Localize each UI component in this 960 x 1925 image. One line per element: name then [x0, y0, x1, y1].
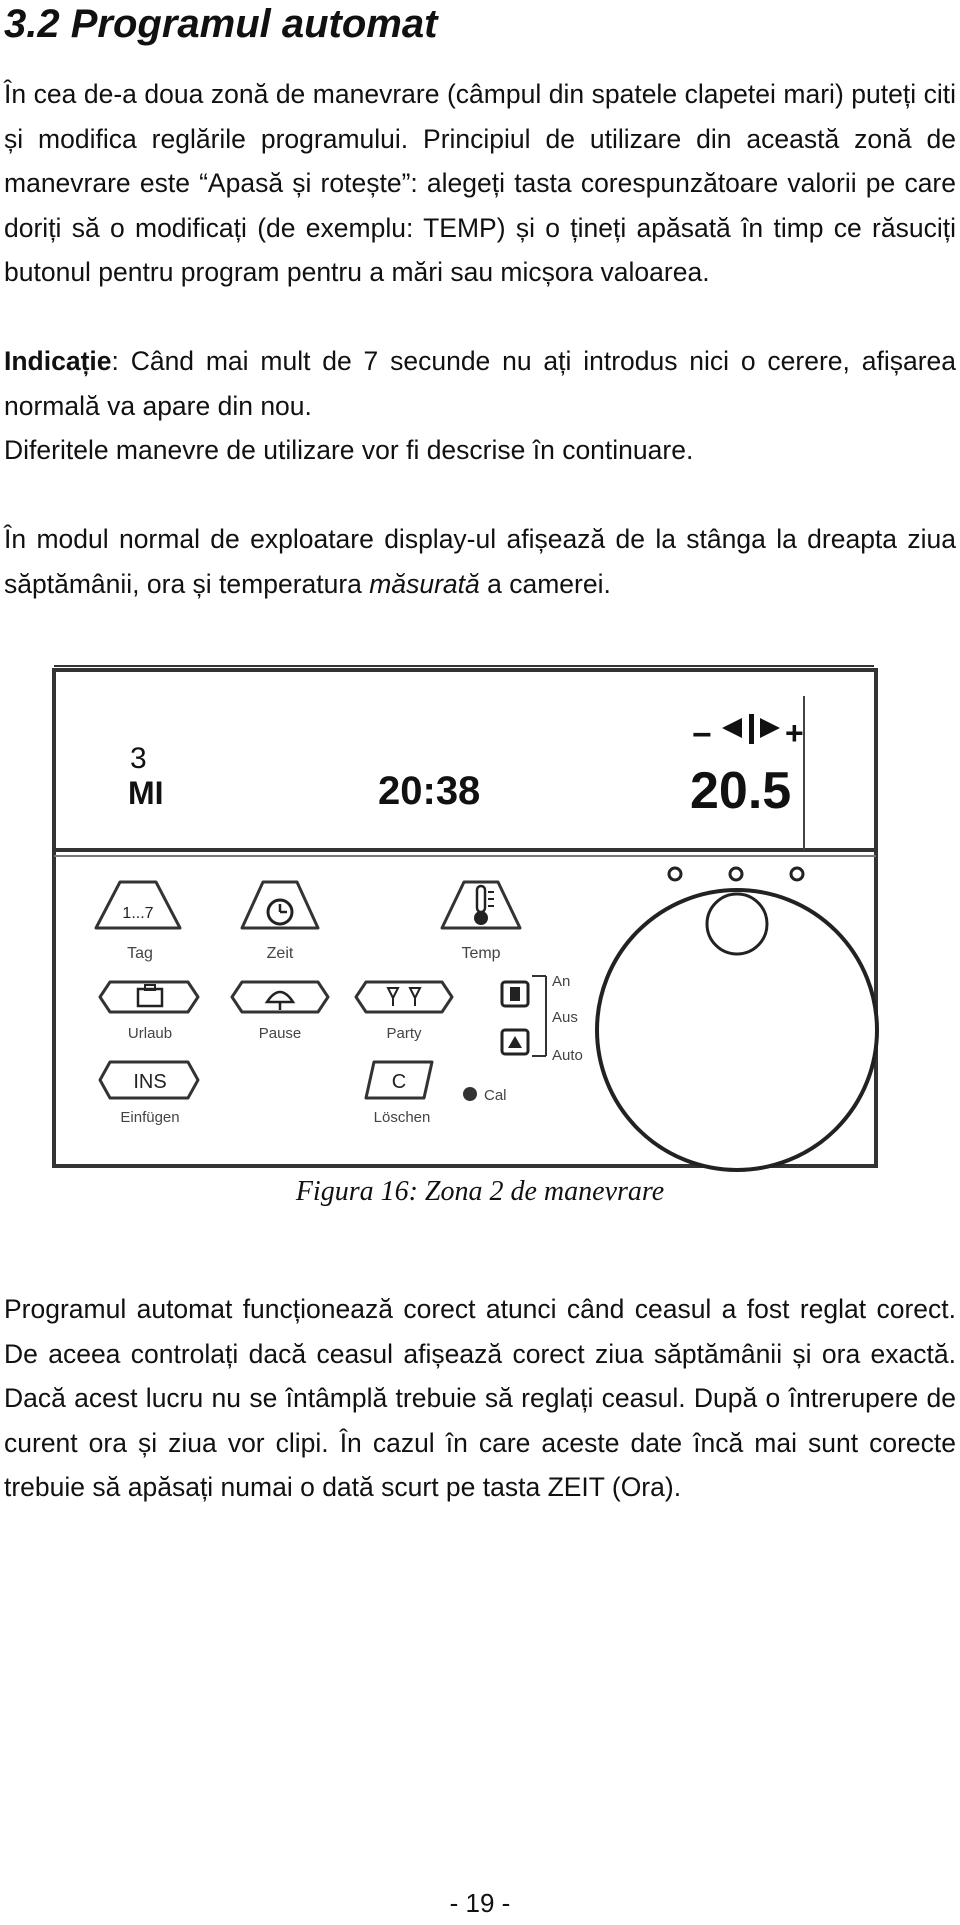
description-paragraph [4, 428, 956, 473]
temp-button-label: Temp [461, 945, 501, 962]
loschen-button[interactable] [366, 1062, 432, 1126]
control-panel-figure [52, 660, 880, 1180]
intro-text: În cea de-a doua zonă de manevrare (câmpul din spatele clapetei mari) puteți citi și modifica reglările programului. Principiul de utilizare din această zonă de manevrare este “Apasă și rotește”: alegeți tasta corespunzătoare valorii pe care doriți să o modificați (de exemplu: TEMP) și o țineți apăsată în timp ce răsuciți butonul pentru program pentru a mări sau micșora valoarea. [4, 79, 956, 287]
mode-on-label: An [552, 973, 571, 990]
cal-dot-icon[interactable] [463, 1087, 477, 1101]
urlaub-button-shape[interactable] [100, 982, 198, 1012]
intro-paragraph [4, 72, 956, 295]
ins-button-label: Einfügen [120, 1109, 180, 1126]
tag-button-label: Tag [127, 945, 153, 962]
normal-mode-text: În modul normal de exploatare display-ul afișează de la stânga la dreapta ziua săptămânii, ora și temperatura [4, 524, 956, 599]
loschen-button-glyph: C [391, 1071, 407, 1093]
mode-off-label: Aus [552, 1009, 578, 1026]
figure-caption: Figura 16: Zona 2 de manevrare [295, 1176, 665, 1207]
display-day-name: MI [128, 775, 164, 811]
normal-mode-text-end: a camerei. [479, 568, 611, 599]
on-mode-icon-fill [510, 987, 520, 1001]
display-day-number: 3 [130, 742, 147, 775]
party-button-shape[interactable] [356, 982, 452, 1012]
normal-mode-emphasis: măsurată [369, 568, 480, 599]
closing-paragraph [4, 1287, 956, 1510]
display-minus-symbol: − [692, 716, 712, 754]
display-time: 20:38 [378, 769, 481, 813]
program-dial-knob[interactable] [597, 890, 877, 1170]
party-button-label: Party [386, 1025, 422, 1042]
display-plus-symbol: + [785, 715, 804, 751]
loschen-button-label: Löschen [373, 1109, 431, 1126]
display-temperature: 20.5 [690, 762, 792, 820]
cal-label: Cal [484, 1087, 507, 1104]
normal-mode-paragraph [4, 517, 956, 606]
pause-button-label: Pause [258, 1025, 302, 1042]
ins-button-glyph: INS [133, 1071, 167, 1093]
note-text: : Când mai mult de 7 secunde nu ați introdus nici o cerere, afișarea normală va apare din nou. [4, 346, 956, 421]
tag-button-glyph: 1...7 [122, 905, 154, 922]
note-paragraph [4, 339, 956, 428]
note-label: Indicație [4, 346, 112, 376]
page-number: - 19 - [449, 1888, 511, 1918]
mode-auto-label: Auto [552, 1047, 583, 1064]
urlaub-button-label: Urlaub [127, 1025, 173, 1042]
description-text: Diferitele manevre de utilizare vor fi descrise în continuare. [4, 435, 694, 465]
cursor-bar-icon [749, 714, 754, 744]
section-title: 3.2 Programul automat [4, 2, 438, 46]
closing-text: Programul automat funcționează corect atunci când ceasul a fost reglat corect. De aceea controlați dacă ceasul afișează corect ziua săptămânii și ora exactă. Dacă acest lucru nu se întâmplă trebuie să reglați ceasul. După o întrerupere de curent ora și ziua vor clipi. În cazul în care aceste date încă mai sunt corecte trebuie să apăsați numai o dată scurt pe tasta ZEIT (Ora). [4, 1294, 956, 1502]
zeit-button-label: Zeit [266, 945, 294, 962]
